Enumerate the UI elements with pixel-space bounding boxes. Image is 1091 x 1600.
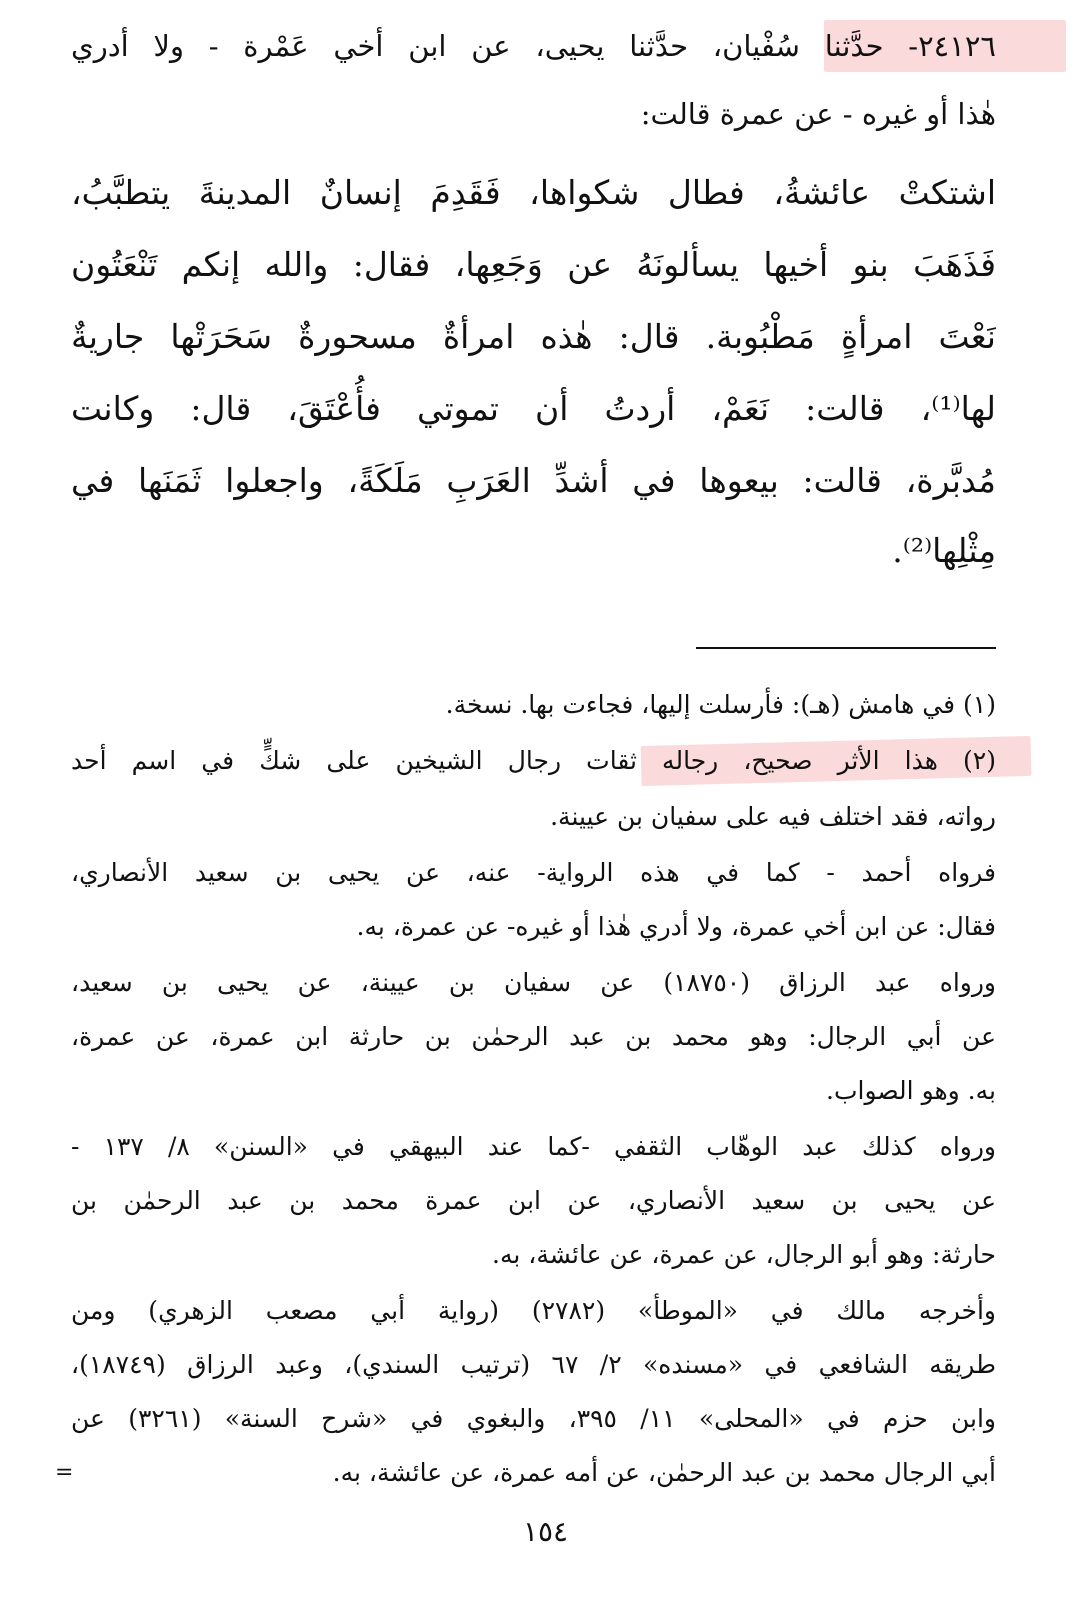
footnote-line: عن يحيى بن سعيد الأنصاري، عن ابن عمرة محمد بن عبد الرحمٰن بن bbox=[71, 1186, 996, 1215]
footnote-line: رواته، فقد اختلف فيه على سفيان بن عيينة. bbox=[550, 802, 996, 831]
footnote-separator bbox=[696, 647, 996, 649]
footnote-line: (٢) هذا الأثر صحيح، رجاله ثقات رجال الشيخين على شكٍّ في اسم أحد bbox=[71, 746, 996, 775]
hadith-body-line: نَعْتَ امرأةٍ مَطْبُوبة. قال: هٰذه امرأةٌ مسحورةٌ سَحَرَتْها جاريةٌ bbox=[71, 317, 996, 356]
footnote-line: عن أبي الرجال: وهو محمد بن عبد الرحمٰن بن حارثة ابن عمرة، عن عمرة، bbox=[71, 1022, 996, 1051]
footnote-line: فرواه أحمد - كما في هذه الرواية- عنه، عن يحيى بن سعيد الأنصاري، bbox=[71, 858, 996, 887]
footnote-line: فقال: عن ابن أخي عمرة، ولا أدري هٰذا أو غيره- عن عمرة، به. bbox=[356, 912, 996, 941]
footnote-line: به. وهو الصواب. bbox=[826, 1076, 996, 1105]
continuation-mark: = bbox=[55, 1460, 74, 1485]
footnote-line: طريقه الشافعي في «مسنده» ٢/ ٦٧ (ترتيب السندي)، وعبد الرزاق (١٨٧٤٩)، bbox=[71, 1350, 996, 1379]
hadith-body-line: مِثْلِها⁽²⁾. bbox=[892, 531, 996, 570]
hadith-body-line: فَذَهَبَ بنو أخيها يسألونَهُ عن وَجَعِها، فقال: والله إنكم تَنْعَتُون bbox=[71, 245, 996, 284]
hadith-header-line-2: هٰذا أو غيره - عن عمرة قالت: bbox=[640, 97, 996, 131]
footnote-line: (١) في هامش (هـ): فأرسلت إليها، فجاءت بها. نسخة. bbox=[445, 690, 996, 719]
hadith-number: ٢٤١٢٦ bbox=[918, 29, 996, 63]
hadith-isnad-part-1: - حدَّثنا سُفْيان، حدَّثنا يحيى، عن ابن أخي عَمْرة - ولا أدري bbox=[71, 29, 919, 63]
hadith-body-line: مُدبَّرة، قالت: بيعوها في أشدِّ العَرَبِ مَلَكَةً، واجعلوا ثَمَنَها في bbox=[71, 461, 996, 500]
footnote-line: وأخرجه مالك في «الموطأ» (٢٧٨٢) (رواية أبي مصعب الزهري) ومن bbox=[71, 1296, 996, 1325]
footnote-line: ورواه كذلك عبد الوهّاب الثقفي -كما عند البيهقي في «السنن» ٨/ ١٣٧ - bbox=[71, 1132, 996, 1161]
footnote-line: وابن حزم في «المحلى» ١١/ ٣٩٥، والبغوي في «شرح السنة» (٣٢٦١) عن bbox=[71, 1404, 996, 1433]
hadith-header-line-1 bbox=[71, 18, 996, 74]
footnote-line: أبي الرجال محمد بن عبد الرحمٰن، عن أمه عمرة، عن عائشة، به. bbox=[332, 1458, 996, 1487]
page-number: ١٥٤ bbox=[522, 1515, 569, 1548]
hadith-body-line: اشتكتْ عائشةُ، فطال شكواها، فَقَدِمَ إنسانٌ المدينةَ يتطبَّبُ، bbox=[71, 173, 996, 212]
hadith-body-line: لها⁽¹⁾، قالت: نَعَمْ، أردتُ أن تموتي فأُعْتَقَ، قال: وكانت bbox=[71, 389, 996, 428]
footnote-line: حارثة: وهو أبو الرجال، عن عمرة، عن عائشة، به. bbox=[492, 1240, 996, 1269]
footnote-line: ورواه عبد الرزاق (١٨٧٥٠) عن سفيان بن عيينة، عن يحيى بن سعيد، bbox=[71, 968, 996, 997]
